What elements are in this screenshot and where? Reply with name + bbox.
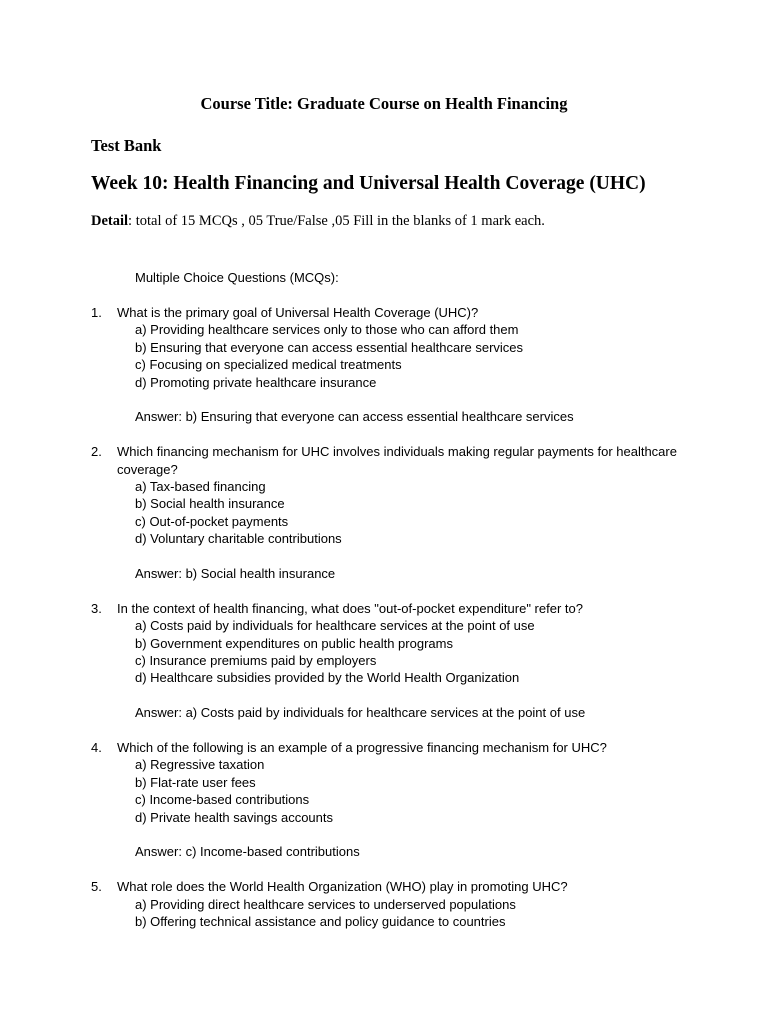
question-number: 2. (91, 444, 102, 460)
question-text: Which of the following is an example of a progressive financing mechanism for UHC? (117, 740, 607, 756)
option-list (91, 478, 691, 548)
option-d: d) Private health savings accounts (135, 809, 333, 825)
option-a: a) Providing healthcare services only to those who can afford them (135, 322, 519, 338)
question-number: 3. (91, 600, 102, 616)
week-title: Week 10: Health Financing and Universal Health Coverage (UHC) (91, 173, 646, 194)
option-list (91, 756, 691, 826)
question-list (91, 304, 691, 948)
option-b: b) Social health insurance (135, 496, 285, 512)
option-b: b) Ensuring that everyone can access essential healthcare services (135, 339, 524, 355)
mcq-section-heading: Multiple Choice Questions (MCQs): (135, 270, 339, 285)
option-list (91, 321, 691, 391)
test-bank-heading: Test Bank (91, 136, 162, 155)
option-list (91, 896, 691, 931)
question-4 (91, 739, 691, 861)
option-a: a) Regressive taxation (135, 757, 265, 773)
option-b: b) Government expenditures on public health programs (135, 635, 453, 651)
question-text: In the context of health financing, what does "out-of-pocket expenditure" refer to? (117, 600, 583, 616)
question-text: What is the primary goal of Universal Health Coverage (UHC)? (117, 305, 479, 320)
option-list (91, 617, 691, 687)
question-number: 4. (91, 740, 102, 756)
option-a: a) Tax-based financing (135, 479, 266, 495)
detail-line (91, 213, 545, 230)
question-2 (91, 443, 691, 582)
answer-text: Answer: b) Social health insurance (135, 566, 336, 582)
question-number: 5. (91, 879, 102, 895)
option-a: a) Costs paid by individuals for healthcare services at the point of use (135, 618, 535, 634)
course-title: Course Title: Graduate Course on Health Financing (200, 94, 568, 113)
question-5 (91, 878, 691, 930)
option-d: d) Healthcare subsidies provided by the World Health Organization (135, 670, 520, 686)
question-1 (91, 304, 691, 426)
option-b: b) Flat-rate user fees (135, 774, 256, 790)
question-text: Which financing mechanism for UHC involves individuals making regular payments for healthcare coverage? (117, 444, 677, 477)
option-c: c) Insurance premiums paid by employers (135, 653, 377, 669)
option-a: a) Providing direct healthcare services to underserved populations (135, 896, 516, 912)
option-b: b) Offering technical assistance and policy guidance to countries (135, 914, 506, 930)
detail-text: : total of 15 MCQs , 05 True/False ,05 Fill in the blanks of 1 mark each. (128, 213, 545, 229)
option-c: c) Focusing on specialized medical treatments (135, 357, 402, 373)
option-c: c) Income-based contributions (135, 792, 310, 808)
question-3 (91, 600, 691, 722)
question-text: What role does the World Health Organization (WHO) play in promoting UHC? (117, 879, 568, 895)
option-d: d) Voluntary charitable contributions (135, 531, 342, 547)
answer-text: Answer: b) Ensuring that everyone can access essential healthcare services (135, 409, 574, 425)
answer-text: Answer: a) Costs paid by individuals for healthcare services at the point of use (135, 705, 586, 721)
question-number: 1. (91, 305, 102, 320)
detail-label: Detail (91, 213, 129, 229)
option-c: c) Out-of-pocket payments (135, 513, 289, 529)
option-d: d) Promoting private healthcare insurance (135, 374, 377, 390)
answer-text: Answer: c) Income-based contributions (135, 844, 360, 860)
